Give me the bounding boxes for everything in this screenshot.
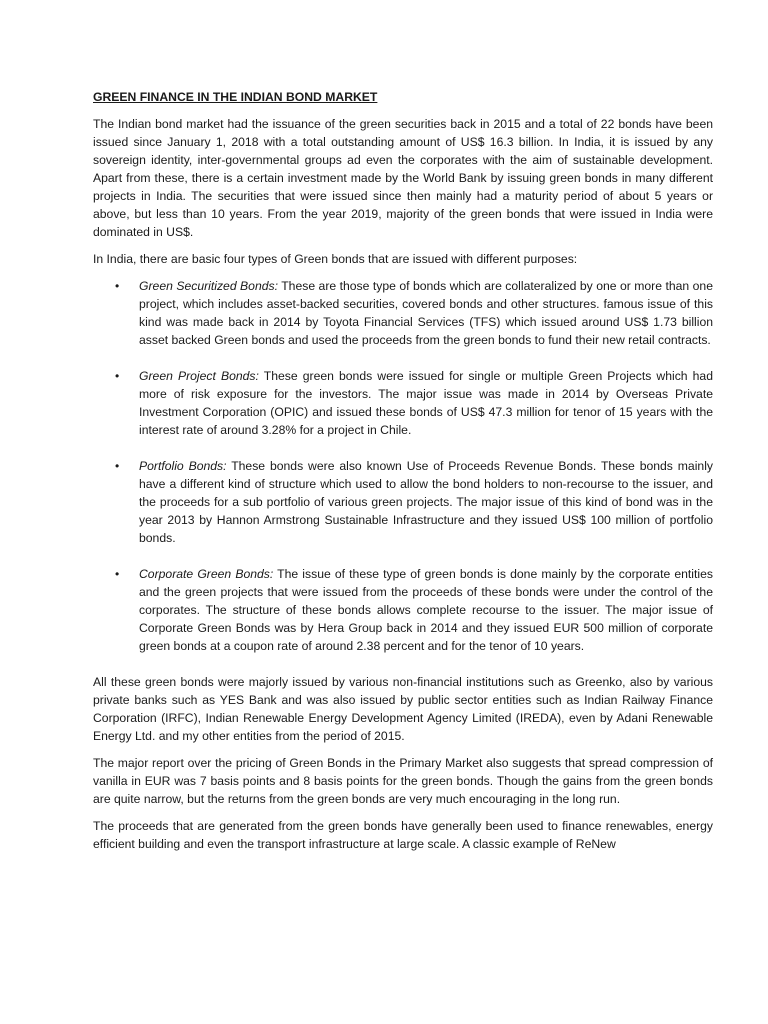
document-page [93,88,713,862]
bullet-icon: • [115,459,120,473]
bond-type-term: Green Securitized Bonds: [139,279,278,293]
list-item [93,457,713,547]
bond-types-list [93,277,713,655]
bond-type-term: Green Project Bonds: [139,369,259,383]
bond-type-description: These bonds were also known Use of Proceeds Revenue Bonds. These bonds mainly have a different kind of structure which used to allow the bond holders to non-recourse to the issuer, and the proceeds for a sub portfolio of various green projects. The major issue of this kind of bond was in the year 2013 by Hannon Armstrong Sustainable Infrastructure and they issued US$ 100 million of portfolio bonds. [139,459,713,545]
list-item [93,367,713,439]
bond-type-description: These green bonds were issued for single or multiple Green Projects which had more of risk exposure for the investors. The major issue was made in 2014 by Overseas Private Investment Corporation (OPIC) and issued these bonds of US$ 47.3 million for tenor of 15 years with the interest rate of around 3.28% for a project in Chile. [139,369,713,437]
bullet-icon: • [115,369,120,383]
list-item [93,277,713,349]
pricing-paragraph: The major report over the pricing of Green Bonds in the Primary Market also suggests that spread compression of vanilla in EUR was 7 basis points and 8 basis points for the green bonds. Though the gains from the green bonds are quite narrow, but the returns from the green bonds are very much encouraging in the long run. [93,756,713,806]
bullet-icon: • [115,279,120,293]
section-spacer [93,655,713,673]
document-title: GREEN FINANCE IN THE INDIAN BOND MARKET [93,90,378,104]
types-intro-paragraph: In India, there are basic four types of Green bonds that are issued with different purposes: [93,252,578,266]
issuers-paragraph: All these green bonds were majorly issued by various non-financial institutions such as Greenko, also by various private banks such as YES Bank and was also issued by public sector entities such as Indian Railway Finance Corporation (IRFC), Indian Renewable Energy Development Agency Limited (IREDA), even by Adani Renewable Energy Ltd. and my other entities from the period of 2015. [93,675,713,743]
bullet-icon: • [115,567,120,581]
bond-type-description: These are those type of bonds which are collateralized by one or more than one project, which includes asset-backed securities, covered bonds and other structures. famous issue of this kind was made back in 2014 by Toyota Financial Services (TFS) which issued around US$ 1.73 billion asset backed Green bonds and used the proceeds from the green bonds to fund their new retail contracts. [139,279,713,347]
proceeds-paragraph: The proceeds that are generated from the green bonds have generally been used to finance renewables, energy efficient building and even the transport infrastructure at large scale. A classic example of ReNew [93,819,713,851]
bond-type-term: Portfolio Bonds: [139,459,227,473]
intro-paragraph: The Indian bond market had the issuance of the green securities back in 2015 and a total of 22 bonds have been issued since January 1, 2018 with a total outstanding amount of US$ 16.3 billion. In India, it is issued by any sovereign identity, inter-governmental groups ad even the corporates with the aim of sustainable development. Apart from these, there is a certain investment made by the World Bank by issuing green bonds in many different projects in India. The securities that were issued since then mainly had a maturity period of about 5 years or above, but less than 10 years. From the year 2019, majority of the green bonds that were issued in India were dominated in US$. [93,117,713,239]
bond-type-description: The issue of these type of green bonds is done mainly by the corporate entities and the green projects that were issued from the proceeds of these bonds were under the control of the corporates. The structure of these bonds allows complete recourse to the issuer. The major issue of Corporate Green Bonds was by Hera Group back in 2014 and they issued EUR 500 million of corporate green bonds at a coupon rate of around 2.38 percent and for the tenor of 10 years. [139,567,713,653]
bond-type-term: Corporate Green Bonds: [139,567,274,581]
list-item [93,565,713,655]
